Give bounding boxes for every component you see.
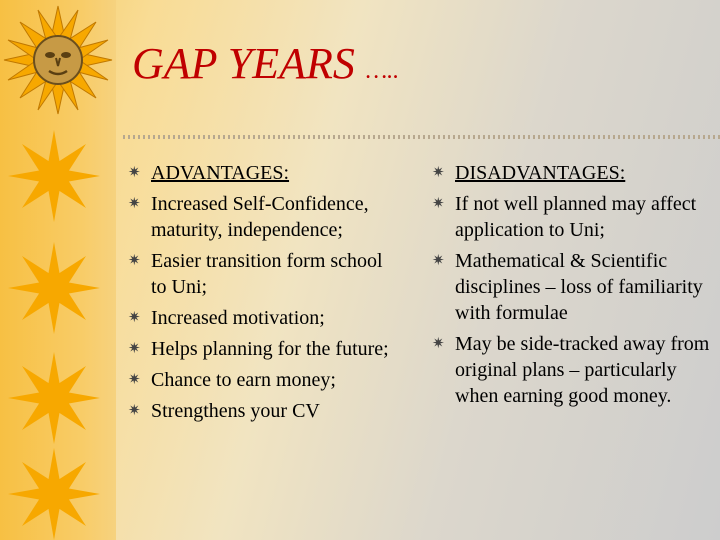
advantages-heading: ADVANTAGES: xyxy=(151,162,290,184)
disadvantages-column xyxy=(432,160,720,414)
list-item xyxy=(432,191,720,243)
star-bullet-icon: ✷ xyxy=(432,196,445,212)
list-item xyxy=(128,305,390,331)
list-item-text: Strengthens your CV xyxy=(151,400,320,422)
star-bullet-icon: ✷ xyxy=(432,165,445,181)
slide-title xyxy=(132,38,399,89)
list-item xyxy=(432,248,720,326)
list-item-text: Increased Self-Confidence, maturity, independence; xyxy=(151,193,369,241)
star-bullet-icon: ✷ xyxy=(128,196,141,212)
star-bullet-icon: ✷ xyxy=(128,403,141,419)
list-item-text: Increased motivation; xyxy=(151,307,325,329)
list-item xyxy=(128,191,390,243)
sun-icon xyxy=(6,446,102,540)
list-item xyxy=(128,336,390,362)
list-item-text: Easier transition form school to Uni; xyxy=(151,250,383,298)
list-item xyxy=(128,367,390,393)
sun-icon xyxy=(6,350,102,446)
list-item-text: If not well planned may affect application to Uni; xyxy=(455,193,697,241)
advantages-list xyxy=(128,160,390,424)
sun-face-icon xyxy=(2,2,114,120)
list-item xyxy=(128,398,390,424)
divider-rule xyxy=(123,129,720,145)
list-item-text: Chance to earn money; xyxy=(151,369,336,391)
list-item-text: Mathematical & Scientific disciplines – loss of familiarity with formulae xyxy=(455,250,703,324)
star-bullet-icon: ✷ xyxy=(128,341,141,357)
sun-icon xyxy=(6,128,102,224)
list-heading xyxy=(432,160,720,186)
list-item-text: Helps planning for the future; xyxy=(151,338,389,360)
advantages-column xyxy=(128,160,390,429)
list-item xyxy=(128,248,390,300)
sun-icon xyxy=(6,240,102,336)
disadvantages-list xyxy=(432,160,720,409)
star-bullet-icon: ✷ xyxy=(432,253,445,269)
title-text: GAP YEARS xyxy=(132,39,355,88)
star-bullet-icon: ✷ xyxy=(128,253,141,269)
title-suffix: ….. xyxy=(365,58,400,84)
star-bullet-icon: ✷ xyxy=(128,165,141,181)
star-bullet-icon: ✷ xyxy=(128,310,141,326)
list-heading xyxy=(128,160,390,186)
list-item-text: May be side-tracked away from original plans – particularly when earning good money. xyxy=(455,333,710,407)
disadvantages-heading: DISADVANTAGES: xyxy=(455,162,626,184)
star-bullet-icon: ✷ xyxy=(128,372,141,388)
list-item xyxy=(432,331,720,409)
star-bullet-icon: ✷ xyxy=(432,336,445,352)
